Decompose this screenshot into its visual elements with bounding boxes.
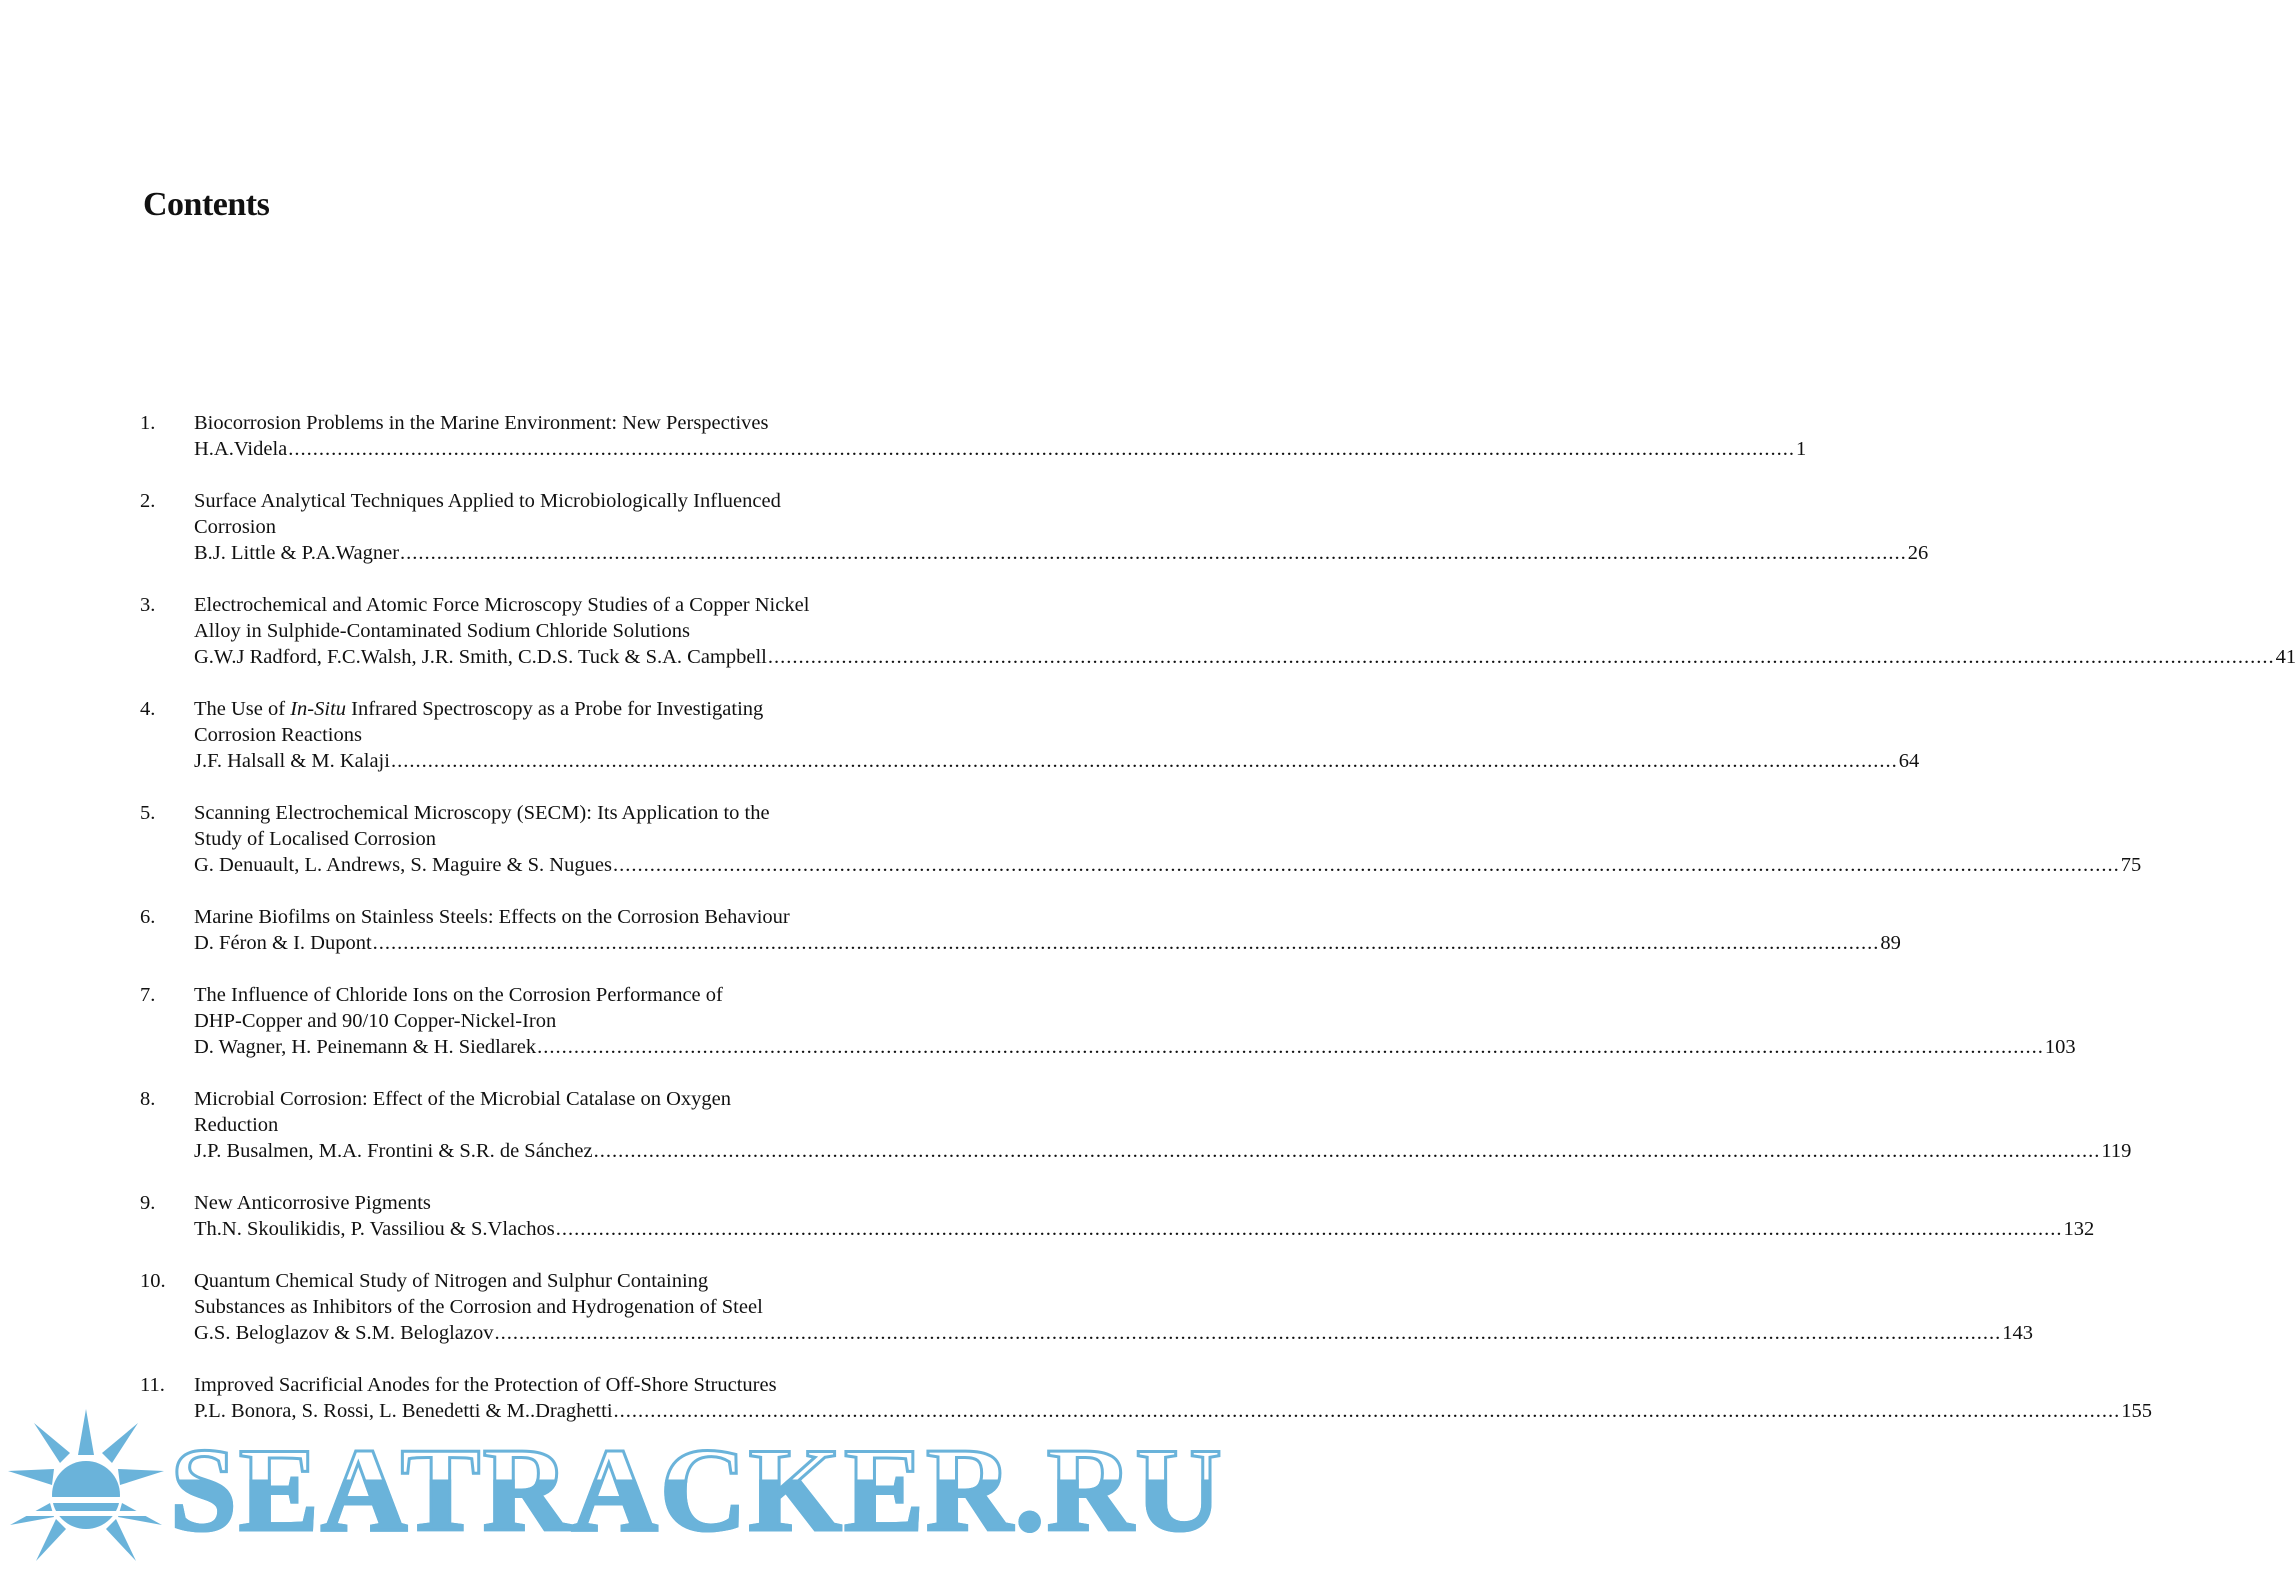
entry-authors-line [194, 1320, 2034, 1346]
entry-title: Biocorrosion Problems in the Marine Environment: New Perspectives [194, 412, 769, 434]
toc-entry [140, 488, 1929, 566]
entry-page-number: 1 [1796, 438, 1807, 460]
entry-title-continuation: Alloy in Sulphide-Contaminated Sodium Chloride Solutions [194, 620, 690, 642]
entry-authors-line [194, 930, 1901, 956]
dot-leader [391, 748, 1898, 774]
entry-number: 4. [140, 698, 156, 720]
entry-authors: Th.N. Skoulikidis, P. Vassiliou & S.Vlachos [194, 1218, 555, 1240]
entry-body [194, 1268, 2034, 1346]
entry-body [194, 488, 1929, 566]
entry-title: Marine Biofilms on Stainless Steels: Effects on the Corrosion Behaviour [194, 906, 790, 928]
entry-body [194, 592, 2296, 670]
entry-authors-line [194, 540, 1929, 566]
table-of-contents [140, 410, 2296, 1450]
entry-number: 9. [140, 1192, 156, 1214]
entry-authors: D. Wagner, H. Peinemann & H. Siedlarek [194, 1036, 537, 1058]
entry-title: Quantum Chemical Study of Nitrogen and Sulphur Containing [194, 1270, 709, 1292]
entry-number: 3. [140, 594, 156, 616]
watermark [0, 1405, 1224, 1573]
entry-authors: D. Féron & I. Dupont [194, 932, 372, 954]
entry-page-number: 155 [2121, 1400, 2153, 1422]
entry-number: 7. [140, 984, 156, 1006]
entry-body [194, 696, 1920, 774]
entry-number: 10. [140, 1270, 166, 1292]
entry-body [194, 1086, 2132, 1164]
entry-page-number: 103 [2044, 1036, 2076, 1058]
entry-authors: J.F. Halsall & M. Kalaji [194, 750, 390, 772]
entry-authors: G. Denuault, L. Andrews, S. Maguire & S. Nugues [194, 854, 612, 876]
toc-entry [140, 1190, 2095, 1242]
entry-authors-line [194, 1034, 2076, 1060]
entry-body [194, 410, 1807, 462]
entry-page-number: 64 [1898, 750, 1920, 772]
entry-number: 8. [140, 1088, 156, 1110]
entry-body [194, 904, 1901, 956]
entry-title: The Influence of Chloride Ions on the Corrosion Performance of [194, 984, 723, 1006]
dot-leader [768, 644, 2275, 670]
entry-page-number: 132 [2063, 1218, 2095, 1240]
entry-title: Scanning Electrochemical Microscopy (SECM): Its Application to the [194, 802, 770, 824]
entry-authors-line [194, 748, 1920, 774]
dot-leader [373, 930, 1880, 956]
entry-page-number: 89 [1880, 932, 1901, 954]
dot-leader [537, 1034, 2044, 1060]
entry-title: New Anticorrosive Pigments [194, 1192, 431, 1214]
entry-title-emphasis: In-Situ [290, 698, 347, 720]
toc-entry [140, 592, 2296, 670]
dot-leader [594, 1138, 2101, 1164]
entry-title-continuation: Reduction [194, 1114, 279, 1136]
entry-authors-line [194, 436, 1807, 462]
entry-authors: G.S. Beloglazov & S.M. Beloglazov [194, 1322, 494, 1344]
entry-body [194, 1190, 2095, 1242]
entry-number: 1. [140, 412, 156, 434]
entry-authors: G.W.J Radford, F.C.Walsh, J.R. Smith, C.D.S. Tuck & S.A. Campbell [194, 646, 767, 668]
entry-title: Improved Sacrificial Anodes for the Protection of Off-Shore Structures [194, 1374, 777, 1396]
watermark-text: SEATRACKER.RU [170, 1423, 1224, 1556]
entry-title-continuation: Corrosion Reactions [194, 724, 362, 746]
entry-number: 2. [140, 490, 156, 512]
entry-title-suffix: Infrared Spectroscopy as a Probe for Investigating [346, 698, 764, 720]
entry-authors: J.P. Busalmen, M.A. Frontini & S.R. de Sánchez [194, 1140, 593, 1162]
entry-title-prefix: The Use of [194, 698, 291, 720]
toc-entry [140, 696, 1920, 774]
entry-title-continuation: DHP-Copper and 90/10 Copper-Nickel-Iron [194, 1010, 557, 1032]
entry-title-continuation: Study of Localised Corrosion [194, 828, 436, 850]
dot-leader [400, 540, 1907, 566]
page-title: Contents [143, 186, 270, 223]
entry-title: Surface Analytical Techniques Applied to Microbiologically Influenced [194, 490, 781, 512]
entry-number: 5. [140, 802, 156, 824]
toc-entry [140, 800, 2142, 878]
entry-title-continuation: Substances as Inhibitors of the Corrosion and Hydrogenation of Steel [194, 1296, 763, 1318]
entry-title: Electrochemical and Atomic Force Microscopy Studies of a Copper Nickel [194, 594, 810, 616]
toc-entry [140, 1086, 2132, 1164]
entry-authors-line [194, 1216, 2095, 1242]
entry-body [194, 800, 2142, 878]
toc-entry [140, 410, 1807, 462]
toc-entry [140, 904, 1901, 956]
entry-authors-line [194, 644, 2296, 670]
entry-body [194, 982, 2076, 1060]
entry-authors: H.A.Videla [194, 438, 288, 460]
entry-authors: B.J. Little & P.A.Wagner [194, 542, 400, 564]
entry-title-continuation: Corrosion [194, 516, 276, 538]
dot-leader [288, 436, 1795, 462]
sun-logo-icon [6, 1405, 166, 1565]
dot-leader [613, 852, 2120, 878]
entry-number: 6. [140, 906, 156, 928]
dot-leader [556, 1216, 2063, 1242]
entry-page-number: 75 [2120, 854, 2142, 876]
entry-page-number: 26 [1907, 542, 1929, 564]
toc-entry [140, 1268, 2034, 1346]
dot-leader [495, 1320, 2002, 1346]
entry-authors-line [194, 1138, 2132, 1164]
entry-authors: P.L. Bonora, S. Rossi, L. Benedetti & M..Draghetti [194, 1400, 613, 1422]
entry-title [194, 696, 874, 722]
entry-page-number: 119 [2101, 1140, 2132, 1162]
entry-number: 11. [140, 1374, 165, 1396]
entry-title: Microbial Corrosion: Effect of the Microbial Catalase on Oxygen [194, 1088, 732, 1110]
entry-page-number: 143 [2002, 1322, 2034, 1344]
toc-entry [140, 982, 2076, 1060]
entry-page-number: 41 [2275, 646, 2296, 668]
entry-authors-line [194, 852, 2142, 878]
